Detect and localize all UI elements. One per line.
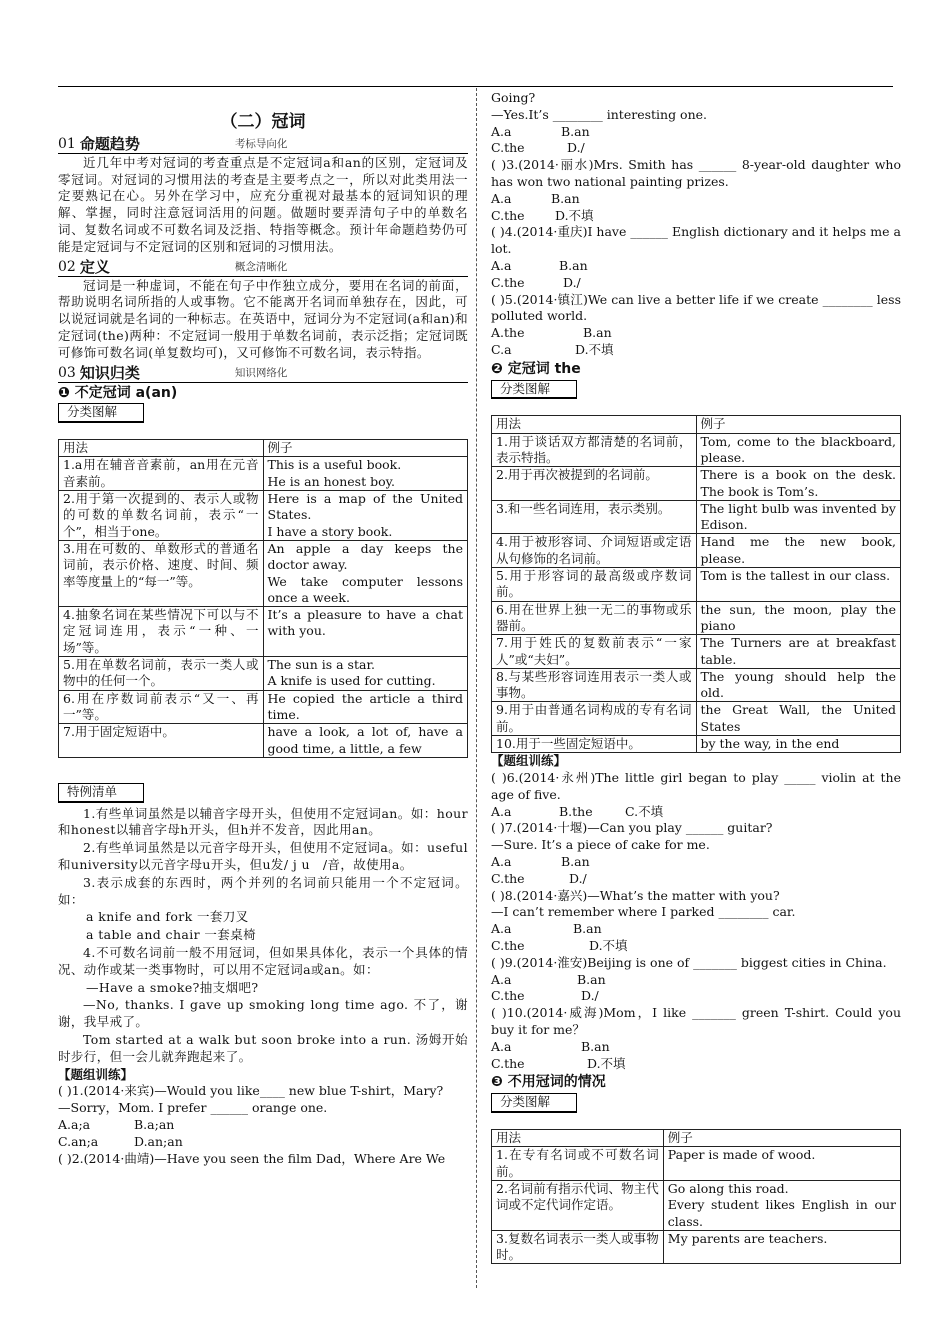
option: B.a;an <box>134 1116 175 1132</box>
option: C.a <box>491 341 512 357</box>
section-definition-header <box>58 258 468 277</box>
usage-cell: 8.与某些形容词连用表示一类人或事物。 <box>492 668 697 702</box>
training-heading: 【题组训练】 <box>491 753 567 769</box>
option: B.the <box>559 803 593 819</box>
example-cell: the Great Wall, the United States <box>696 702 901 736</box>
option: C.the <box>491 988 525 1004</box>
question-2-cont: Going? <box>491 90 536 105</box>
top-rule <box>58 86 893 87</box>
usage-cell: 9.用于由普通名词构成的专有名词前。 <box>492 702 697 736</box>
example-cell: Here is a map of the United States. I have a story book. <box>263 491 468 541</box>
table-header-row <box>59 440 468 457</box>
option: C.the <box>491 274 525 290</box>
option: B.an <box>573 921 602 937</box>
part1-heading: ❶ 不定冠词 a(an) <box>58 384 178 401</box>
example-cell: The young should help the old. <box>696 668 901 702</box>
example-cell: My parents are teachers. <box>663 1230 900 1264</box>
table-header-row <box>492 416 901 433</box>
example-cell: by the way, in the end <box>696 735 901 752</box>
table-row <box>492 702 901 736</box>
table-row <box>59 540 468 606</box>
table-row <box>492 500 901 534</box>
example-cell: have a look, a lot of, have a good time, a little, a few <box>263 724 468 758</box>
option: D.不填 <box>575 341 614 357</box>
option: A.a <box>491 123 512 139</box>
table-row <box>492 735 901 752</box>
usage-cell: 2.用于再次被提到的名词前。 <box>492 467 697 501</box>
part3-box-label: 分类图解 <box>491 1093 577 1113</box>
table-row <box>59 690 468 724</box>
option: C.an;a <box>58 1133 99 1149</box>
option: D.不填 <box>587 1055 626 1071</box>
definition-paragraph: 冠词是一种虚词，不能在句子中作独立成分，要用在名词的前面，帮助说明名词所指的人或事物。它不能离开名词而单独存在，因此，可以说冠词就是名词的一种标志。在英语中，冠词分为不定冠词(a和an)和定冠词(the)两种：不定冠词一般用于单数名词前，表示泛指；定冠词既可修饰可数名词(单复数均可)，又可修饰不可数名词，表示特指。 <box>58 277 468 360</box>
option: B.an <box>559 257 588 273</box>
option: C.the <box>491 140 525 156</box>
usage-cell: 1.用于谈话双方都清楚的名词前，表示特指。 <box>492 433 697 467</box>
table-row <box>492 467 901 501</box>
section-name: 命题趋势 <box>79 135 140 153</box>
option: A.a <box>491 854 512 870</box>
question-10: ( )10.(2014·威海)Mom，I like _______ green T-shirt. Could you buy it for me？ <box>491 1005 901 1038</box>
special-list <box>58 806 468 1066</box>
option: A.a <box>491 971 512 987</box>
section-knowledge-header <box>58 364 468 383</box>
special-item: 3.表示成套的东西时，两个并列的名词前只能用一个不定冠词。如： <box>58 874 468 907</box>
question-7: —Sure. It’s a piece of cake for me. <box>491 837 710 853</box>
special-item: a knife and fork 一套刀叉 <box>86 909 249 925</box>
section-tag: 考标导向化 <box>234 138 288 150</box>
section-name: 定义 <box>79 257 110 276</box>
option: D.不填 <box>589 938 628 954</box>
example-cell: It’s a pleasure to have a chat with you. <box>263 607 468 657</box>
example-cell: The Turners are at breakfast table. <box>696 635 901 669</box>
table-row <box>492 433 901 467</box>
option: C.the <box>491 870 525 886</box>
usage-cell: 3.和一些名词连用，表示类别。 <box>492 500 697 534</box>
left-column <box>58 90 468 1167</box>
usage-cell: 5.用在单数名词前，表示一类人或物中的任何一个。 <box>59 657 264 691</box>
option: B.an <box>577 971 606 987</box>
example-cell: the sun, the moon, play the piano <box>696 601 901 635</box>
table-row <box>492 668 901 702</box>
table-header-cell: 用法 <box>59 440 264 457</box>
section-number: 02 <box>58 258 76 275</box>
example-cell: Tom is the tallest in our class. <box>696 568 901 602</box>
example-cell: The light bulb was invented by Edison. <box>696 500 901 534</box>
column-divider <box>476 88 477 1288</box>
example-cell: Paper is made of wood. <box>663 1147 900 1181</box>
part2-table <box>491 415 901 753</box>
table-row <box>59 607 468 657</box>
usage-cell: 6.用在序数词前表示“又一、再一”等。 <box>59 690 264 724</box>
option: D./ <box>567 140 585 156</box>
section-number: 01 <box>58 136 76 152</box>
example-cell: He copied the article a third time. <box>263 690 468 724</box>
table-row <box>492 601 901 635</box>
special-item: —Have a smoke?抽支烟吧? <box>86 979 259 995</box>
usage-cell: 2.名词前有指示代词、物主代词或不定代词作定语。 <box>492 1180 664 1230</box>
table-row <box>59 657 468 691</box>
question-8: ( )8.(2014·嘉兴)—What’s the matter with you? <box>491 887 780 903</box>
special-box-label: 特例清单 <box>58 783 144 803</box>
section-number: 03 <box>58 364 76 381</box>
section-trend-header <box>58 135 468 154</box>
table-header-cell: 例子 <box>663 1130 900 1147</box>
table-header-cell: 例子 <box>696 416 901 433</box>
option: C.the <box>491 207 525 223</box>
special-item: 4.不可数名词前一般不用冠词，但如果具体化，表示一个具体的情况、动作或某一类事物时，可以用不定冠词a或an。如： <box>58 944 468 977</box>
usage-cell: 4.用于被形容词、介词短语或定语从句修饰的名词前。 <box>492 534 697 568</box>
usage-cell: 3.用在可数的、单数形式的普通名词前，表示价格、速度、时间、频率等度量上的“每一”等。 <box>59 540 264 606</box>
option: B.an <box>583 325 612 341</box>
example-cell: Go along this road. Every student likes English in our class. <box>663 1180 900 1230</box>
option: A.a <box>491 190 512 206</box>
special-item: Tom started at a walk but soon broke into a run. 汤姆开始时步行，但一会儿就奔跑起来了。 <box>58 1031 468 1064</box>
usage-cell: 2.用于第一次提到的、表示人或物的可数的单数名词前，表示“一个”，相当于one。 <box>59 491 264 541</box>
option: D.不填 <box>555 207 594 223</box>
table-row <box>59 724 468 758</box>
special-item: a table and chair 一套桌椅 <box>86 927 256 943</box>
example-cell: This is a useful book. He is an honest boy. <box>263 457 468 491</box>
page-title: （二）冠词 <box>220 112 306 132</box>
table-row <box>492 568 901 602</box>
option: B.an <box>561 123 590 139</box>
section-name: 知识归类 <box>79 363 140 382</box>
question-1-line: —Sorry，Mom. I prefer ______ orange one. <box>58 1100 328 1116</box>
table-row <box>492 1180 901 1230</box>
part2-heading: ❷ 定冠词 the <box>491 360 581 377</box>
option: D./ <box>581 988 599 1004</box>
option: A.a <box>491 1038 512 1054</box>
example-cell: There is a book on the desk. The book is Tom’s. <box>696 467 901 501</box>
option: B.an <box>581 1038 610 1054</box>
training-heading: 【题组训练】 <box>58 1066 134 1082</box>
section-tag: 知识网络化 <box>234 366 288 379</box>
option: C.the <box>491 938 525 954</box>
table-row <box>59 491 468 541</box>
part3-heading: ❸ 不用冠词的情况 <box>491 1074 606 1091</box>
question-6: ( )6.(2014·永州)The little girl began to play _____ violin at the age of five. <box>491 770 901 802</box>
usage-cell: 5.用于形容词的最高级或序数词前。 <box>492 568 697 602</box>
trend-paragraph: 近几年中考对冠词的考查重点是不定冠词a和an的区别，定冠词及零冠词。对冠词的习惯用法的考查是主要考点之一，所以对此类用法一定要熟记在心。另外在学习中，应充分重视对最基本的冠词知识的理解、掌握，同时注意冠词活用的问题。做题时要弄清句子中的单数名词、复数名词或不可数名词及泛指、特指等概念。预计年命题趋势仍可能是定冠词与不定冠词的区别和冠词的习惯用法。 <box>58 154 468 254</box>
usage-cell: 3.复数名词表示一类人或事物时。 <box>492 1230 664 1264</box>
part2-box-label: 分类图解 <box>491 380 577 400</box>
usage-cell: 7.用于姓氏的复数前表示“一家人”或“夫妇”。 <box>492 635 697 669</box>
question-8: —I can’t remember where I parked ________ car. <box>491 904 796 920</box>
option: A.a <box>491 257 512 273</box>
option: D./ <box>569 870 587 886</box>
usage-cell: 6.用在世界上独一无二的事物或乐器前。 <box>492 601 697 635</box>
option: A.a <box>491 803 512 819</box>
table-header-cell: 例子 <box>263 440 468 457</box>
example-cell: Hand me the new book, please. <box>696 534 901 568</box>
example-cell: An apple a day keeps the doctor away. We take computer lessons once a week. <box>263 540 468 606</box>
option: A.a;a <box>58 1116 91 1132</box>
option: D.an;an <box>134 1133 183 1149</box>
question-2-line: ( )2.(2014·曲靖)—Have you seen the film Dad，Where Are We <box>58 1150 446 1166</box>
usage-cell: 1.在专有名词或不可数名词前。 <box>492 1147 664 1181</box>
table-row <box>492 1147 901 1181</box>
question-3: ( )3.(2014·丽水)Mrs. Smith has ______ 8-year-old daughter who has won two national painting prizes. <box>491 157 901 189</box>
option: B.an <box>551 190 580 206</box>
question-2-cont: —Yes.It’s ________ interesting one. <box>491 106 707 122</box>
table-header-cell: 用法 <box>492 416 697 433</box>
question-9: ( )9.(2014·淮安)Beijing is one of _______ biggest cities in China. <box>491 954 887 970</box>
question-7: ( )7.(2014·十堰)—Can you play ______ guitar? <box>491 820 773 836</box>
special-item: 1.有些单词虽然是以辅音字母开头，但使用不定冠词an。如：hour和honest以辅音字母h开头，但h并不发音，因此用an。 <box>58 805 468 838</box>
table-row <box>492 534 901 568</box>
usage-cell: 7.用于固定短语中。 <box>59 724 264 758</box>
example-cell: The sun is a star. A knife is used for cutting. <box>263 657 468 691</box>
option: C.不填 <box>625 803 664 819</box>
part3-table <box>491 1129 901 1264</box>
option: D./ <box>563 274 581 290</box>
usage-cell: 4.抽象名词在某些情况下可以与不定冠词连用，表示“一种、一场”等。 <box>59 607 264 657</box>
section-tag: 概念清晰化 <box>234 260 288 273</box>
table-row <box>59 457 468 491</box>
table-header-row <box>492 1130 901 1147</box>
usage-cell: 10.用于一些固定短语中。 <box>492 735 697 752</box>
part1-box-label: 分类图解 <box>58 403 144 423</box>
right-column <box>491 90 901 1264</box>
question-5: ( )5.(2014·镇江)We can live a better life if we create ________ less polluted world. <box>491 291 901 324</box>
option: A.a <box>491 921 512 937</box>
table-header-cell: 用法 <box>492 1130 664 1147</box>
option: A.the <box>491 325 525 341</box>
part1-table <box>58 439 468 758</box>
option: C.the <box>491 1055 525 1071</box>
special-item: —No, thanks. I gave up smoking long time ago. 不了，谢谢，我早戒了。 <box>58 997 468 1030</box>
question-4: ( )4.(2014·重庆)I have ______ English dictionary and it helps me a lot. <box>491 224 901 257</box>
option: B.an <box>561 854 590 870</box>
example-cell: Tom, come to the blackboard, please. <box>696 433 901 467</box>
table-row <box>492 635 901 669</box>
table-row <box>492 1230 901 1264</box>
special-item: 2.有些单词虽然是以元音字母开头，但使用不定冠词a。如：useful和university以元音字母u开头，但u发/ j u /音，故使用a。 <box>58 840 468 872</box>
question-1-line: ( )1.(2014·来宾)—Would you like____ new blue T-shirt，Mary? <box>58 1083 444 1099</box>
usage-cell: 1.a用在辅音音素前，an用在元音音素前。 <box>59 457 264 491</box>
